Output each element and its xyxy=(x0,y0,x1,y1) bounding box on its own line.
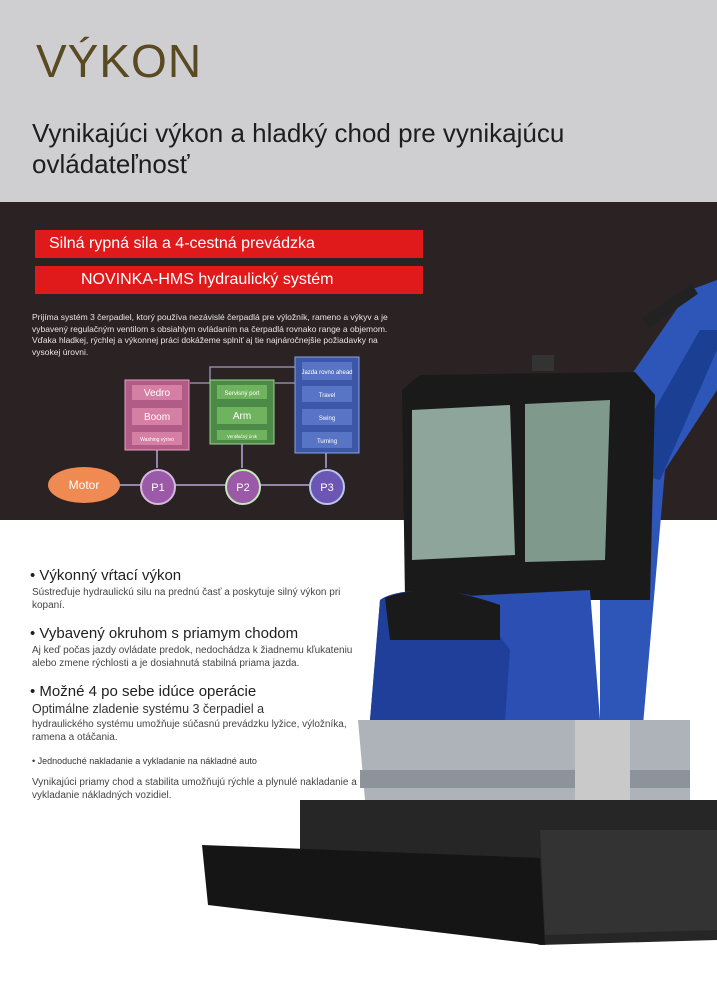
banner-hms-system: NOVINKA-HMS hydraulický systém xyxy=(35,266,423,294)
p3-item-straight: Jazda rovno ahead xyxy=(301,370,353,376)
p1-item-vedro: Vedro xyxy=(143,388,171,399)
banner-digging-force: Silná rypná sila a 4-cestná prevádzka xyxy=(35,230,423,258)
feature-2-title: • Vybavený okruhom s priamym chodom xyxy=(30,625,299,642)
track xyxy=(300,800,717,945)
header-band xyxy=(0,0,717,202)
feature-1-title: • Výkonný vŕtací výkon xyxy=(30,567,182,584)
pump-p3-label: P3 xyxy=(320,482,334,494)
feature-3-title: • Možné 4 po sebe idúce operácie xyxy=(30,683,257,700)
page-title: VÝKON xyxy=(36,35,203,87)
pump-p1-label: P1 xyxy=(151,482,165,494)
p3-item-travel: Travel xyxy=(318,393,336,399)
p2-item-service: Servisný port xyxy=(224,391,260,397)
p1-item-washing: Washing výrivo xyxy=(140,437,174,443)
features-list xyxy=(30,566,360,802)
counterweight-stripe xyxy=(360,770,690,788)
excavator-body xyxy=(370,590,600,720)
pump-p2-label: P2 xyxy=(236,482,250,494)
hydraulic-diagram-svg xyxy=(40,355,380,515)
motor-label: Motor xyxy=(68,478,100,492)
intro-paragraph: Prijíma systém 3 čerpadiel, ktorý používa nezávislé čerpadlá pre výložník, rameno a výkyv a je vybavený regulačným ventilom s obsiahlym ovládaním na čerpadlá rovnako range a objemom. Vďaka hladkej, rýchlej a výkonnej práci dokážeme splniť aj tie najnáročnejšie požiadavky na vysokej úrovni. xyxy=(32,312,388,357)
body-engine-cover xyxy=(370,591,510,720)
counterweight xyxy=(358,720,690,800)
feature-3-text: hydraulického systému umožňuje súčasnú prevádzku lyžice, výložníka, ramena a otáčania. xyxy=(32,719,347,743)
p1-item-boom: Boom xyxy=(143,412,171,423)
loading-text: Vynikajúci priamy chod a stabilita umožňujú rýchle a plynulé nakladanie a vykladanie nákladných vozidiel. xyxy=(32,777,357,801)
engine-hood xyxy=(385,590,500,640)
feature-3-lead: Optimálne zladenie systému 3 čerpadiel a xyxy=(32,702,265,716)
feature-1-text: Sústreďuje hydraulickú silu na prednú časť a poskytuje silný výkon pri kopaní. xyxy=(32,587,341,611)
p2-item-arm: Arm xyxy=(232,411,252,422)
p3-item-swing: Swing xyxy=(318,416,336,422)
boom-cylinder xyxy=(575,720,630,800)
p3-item-turning: Turning xyxy=(316,439,338,445)
page-subtitle: Vynikajúci výkon a hladký chod pre vynikajúcu ovládateľnosť xyxy=(32,118,565,179)
dozer-blade xyxy=(202,845,545,945)
track-side xyxy=(540,830,717,935)
hydraulic-diagram xyxy=(40,355,380,515)
loading-title: • Jednoduché nakladanie a vykladanie na nákladné auto xyxy=(32,756,257,766)
feature-2-text: Aj keď počas jazdy ovládate predok, nedochádza k žiadnemu kľukateniu alebo zmene rýchlosti a je dosiahnutá stabilná priama jazda. xyxy=(32,645,353,669)
p2-item-vent: Ventilačný únik xyxy=(226,434,258,439)
